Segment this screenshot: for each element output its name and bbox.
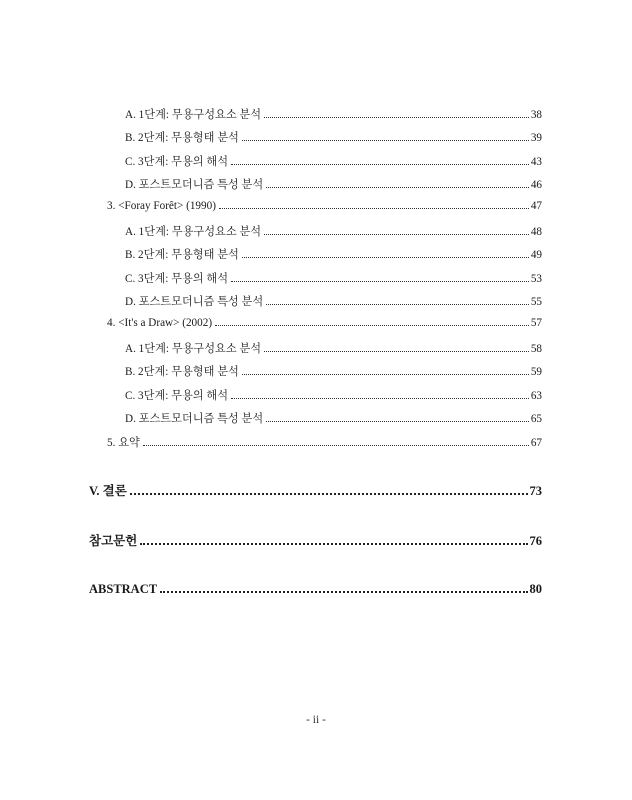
toc-section-page: 57 bbox=[530, 317, 542, 329]
dot-leader bbox=[160, 591, 527, 593]
toc-entry[interactable] bbox=[125, 270, 542, 286]
toc-entry-page: 65 bbox=[530, 413, 542, 425]
toc-entry-label: C. 3단계: 무용의 해석 bbox=[125, 390, 229, 402]
toc-entry-label: B. 2단계: 무용형태 분석 bbox=[125, 366, 239, 378]
dot-leader bbox=[140, 543, 527, 545]
toc-entry[interactable] bbox=[125, 153, 542, 169]
dot-leader bbox=[231, 281, 529, 282]
toc-chapter[interactable] bbox=[89, 531, 542, 549]
toc-entry-page: 49 bbox=[530, 249, 542, 261]
dot-leader bbox=[231, 398, 529, 399]
toc-entry-page: 46 bbox=[530, 179, 542, 191]
dot-leader bbox=[264, 117, 529, 118]
toc-entry-label: A. 1단계: 무용구성요소 분석 bbox=[125, 343, 262, 355]
toc-chapter-page: 80 bbox=[529, 582, 542, 596]
toc-entry[interactable] bbox=[125, 387, 542, 403]
page-number: - ii - bbox=[306, 714, 326, 726]
dot-leader bbox=[264, 351, 529, 352]
toc-entry-page: 43 bbox=[530, 156, 542, 168]
toc-chapter-page: 76 bbox=[529, 534, 542, 548]
toc-entry-label: D. 포스트모더니즘 특성 분석 bbox=[125, 179, 264, 191]
toc-section[interactable] bbox=[107, 200, 542, 212]
toc-entry-label: D. 포스트모더니즘 특성 분석 bbox=[125, 413, 264, 425]
toc-section-label: 5. 요약 bbox=[107, 437, 140, 449]
toc-chapter[interactable] bbox=[89, 481, 542, 499]
toc-chapter-label: ABSTRACT bbox=[89, 582, 158, 596]
toc-chapter-page: 73 bbox=[529, 484, 542, 498]
dot-leader bbox=[266, 304, 529, 305]
toc-section[interactable] bbox=[107, 434, 542, 450]
toc-entry-page: 53 bbox=[530, 273, 542, 285]
toc-entry-page: 63 bbox=[530, 390, 542, 402]
toc-entry[interactable] bbox=[125, 410, 542, 426]
toc-entry[interactable] bbox=[125, 223, 542, 239]
dot-leader bbox=[219, 208, 529, 209]
toc-entry-page: 55 bbox=[530, 296, 542, 308]
toc-entry[interactable] bbox=[125, 106, 542, 122]
toc-entry-label: B. 2단계: 무용형태 분석 bbox=[125, 132, 239, 144]
toc-section[interactable] bbox=[107, 317, 542, 329]
dot-leader bbox=[215, 325, 529, 326]
dot-leader bbox=[264, 234, 529, 235]
toc-entry-label: B. 2단계: 무용형태 분석 bbox=[125, 249, 239, 261]
toc-chapter[interactable] bbox=[89, 582, 542, 597]
dot-leader bbox=[143, 445, 529, 446]
toc-section-page: 47 bbox=[530, 200, 542, 212]
toc-entry-page: 38 bbox=[530, 109, 542, 121]
toc-entry-label: C. 3단계: 무용의 해석 bbox=[125, 156, 229, 168]
toc-section-label: 3. <Foray Forêt> (1990) bbox=[107, 200, 216, 212]
toc-entry-label: C. 3단계: 무용의 해석 bbox=[125, 273, 229, 285]
dot-leader bbox=[266, 187, 529, 188]
toc-entry[interactable] bbox=[125, 176, 542, 192]
dot-leader bbox=[130, 493, 528, 495]
toc-entry-page: 59 bbox=[530, 366, 542, 378]
toc-entry-label: A. 1단계: 무용구성요소 분석 bbox=[125, 109, 262, 121]
dot-leader bbox=[242, 374, 529, 375]
toc-entry[interactable] bbox=[125, 340, 542, 356]
toc-entry-page: 39 bbox=[530, 132, 542, 144]
toc-entry-page: 58 bbox=[530, 343, 542, 355]
dot-leader bbox=[266, 421, 529, 422]
toc-section-page: 67 bbox=[530, 437, 542, 449]
toc-section-label: 4. <It's a Draw> (2002) bbox=[107, 317, 213, 329]
dot-leader bbox=[242, 257, 529, 258]
toc-entry-label: A. 1단계: 무용구성요소 분석 bbox=[125, 226, 262, 238]
dot-leader bbox=[242, 140, 529, 141]
toc-entry-page: 48 bbox=[530, 226, 542, 238]
toc-entry-label: D. 포스트모더니즘 특성 분석 bbox=[125, 296, 264, 308]
toc-entry[interactable] bbox=[125, 363, 542, 379]
toc-entry[interactable] bbox=[125, 246, 542, 262]
toc-chapter-label: 참고문헌 bbox=[89, 534, 138, 548]
toc-entry[interactable] bbox=[125, 293, 542, 309]
toc-entry[interactable] bbox=[125, 129, 542, 145]
toc-chapter-label: V. 결론 bbox=[89, 484, 127, 498]
dot-leader bbox=[231, 164, 529, 165]
